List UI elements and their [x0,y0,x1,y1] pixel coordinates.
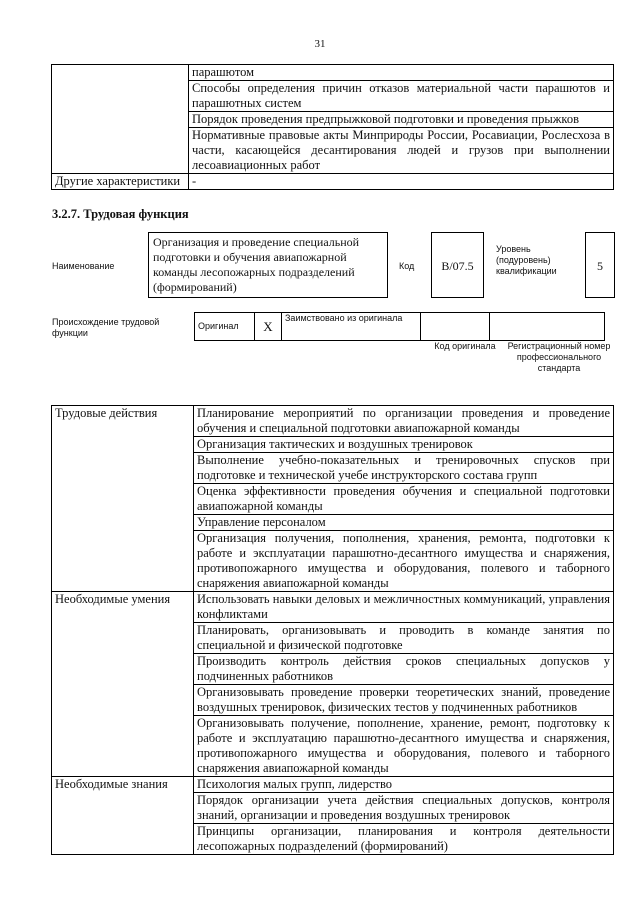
required-knowledge-item: Порядок организации учета действия специальных допусков, контроля знаний, организации и проведения воздушных тренировок [194,793,614,824]
original-mark: X [255,313,282,341]
labor-action-item: Оценка эффективности проведения обучения и специальной подготовки авиапожарной команды [194,484,614,515]
labor-action-item: Организация тактических и воздушных тренировок [194,437,614,453]
reg-number-cell [490,313,605,341]
origin-table [194,312,605,341]
required-skill-item: Организовывать получение, пополнение, хранение, ремонт, подготовку к работе и эксплуатацию парашютно-десантного имущества и снаряжения, противопожарного имущества и оборудования, полевого и таборного снаряжения авиапожарной команды [194,716,614,777]
code-original-cell [421,313,490,341]
top-table-row: Нормативные правовые акты Минприроды России, Росавиации, Рослесхоза в части, касающейся десантирования людей и грузов при выполнении лесоавиационных работ [189,128,614,174]
other-characteristics-value: - [189,174,614,190]
borrowed-label: Заимствовано из оригинала [282,313,421,341]
main-table [51,405,614,855]
top-table-row: Способы определения причин отказов материальной части парашютов и парашютных систем [189,81,614,112]
top-table [51,64,614,190]
name-label: Наименование [52,261,115,271]
code-label: Код [399,261,415,271]
code-original-caption: Код оригинала [434,341,496,351]
code-box: B/07.5 [431,232,484,298]
required-skill-item: Использовать навыки деловых и межличностных коммуникаций, управления конфликтами [194,592,614,623]
qualification-level-box: 5 [585,232,615,298]
qualification-level-label: Уровень (подуровень) квалификации [496,244,557,276]
top-table-row: Порядок проведения предпрыжковой подготовки и проведения прыжков [189,112,614,128]
required-knowledge-item: Психология малых групп, лидерство [194,777,614,793]
top-table-row: парашютом [189,65,614,81]
original-label: Оригинал [195,313,255,341]
labor-action-item: Организация получения, пополнения, хранения, ремонта, подготовки к работе и эксплуатации парашютно-десантного имущества и снаряжения, противопожарного имущества и оборудования, полевого и таборного снаряжения авиапожарной команды [194,531,614,592]
required-skill-item: Организовывать проведение проверки теоретических знаний, проведение воздушных тренировок, физических тестов у подчиненных работников [194,685,614,716]
required-knowledge-item: Принципы организации, планирования и контроля деятельности лесопожарных подразделений (формирований) [194,824,614,855]
page-number: 31 [314,38,326,50]
section-title: 3.2.7. Трудовая функция [52,207,189,221]
labor-action-item: Планирование мероприятий по организации проведения и проведение обучения и специальной подготовки авиапожарной команды [194,406,614,437]
required-skills-label: Необходимые умения [52,592,194,777]
required-skill-item: Производить контроль действия сроков специальных допусков у подчиненных работников [194,654,614,685]
origin-label: Происхождение трудовой функции [52,317,160,338]
reg-number-caption: Регистрационный номер профессионального стандарта [507,341,611,373]
required-skill-item: Планировать, организовывать и проводить в команде занятия по специальной и физической подготовке [194,623,614,654]
other-characteristics-label: Другие характеристики [52,174,189,190]
labor-action-item: Выполнение учебно-показательных и тренировочных спусков при подготовке и технической учебе инструкторского состава групп [194,453,614,484]
labor-action-item: Управление персоналом [194,515,614,531]
required-knowledge-label: Необходимые знания [52,777,194,855]
labor-actions-label: Трудовые действия [52,406,194,592]
function-name-box: Организация и проведение специальной подготовки и обучения авиапожарной команды лесопожарных подразделений (формирований) [148,232,388,298]
top-table-empty-cell [52,65,189,174]
